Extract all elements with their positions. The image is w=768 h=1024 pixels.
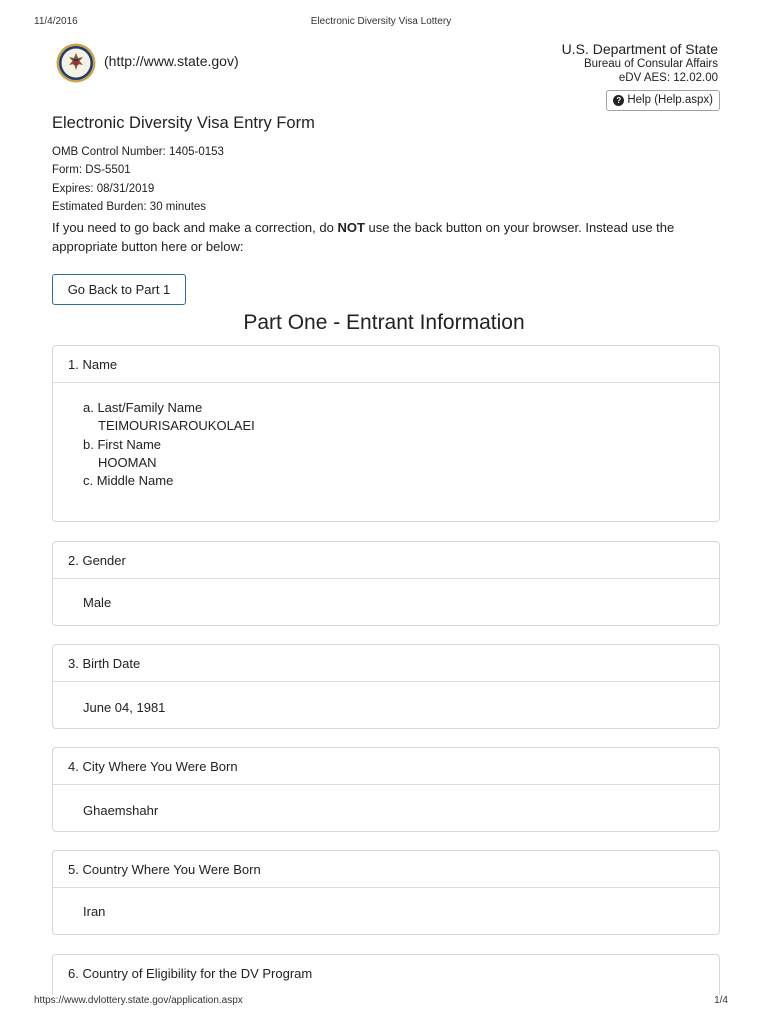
department-block <box>562 41 718 85</box>
expiration-date: Expires: 08/31/2019 <box>52 182 155 195</box>
omb-control-number: OMB Control Number: 1405-0153 <box>52 146 224 158</box>
birth-city-value: Ghaemshahr <box>83 803 159 818</box>
list-item <box>83 436 689 473</box>
gender-value: Male <box>83 595 112 610</box>
panel-heading: 3. Birth Date <box>53 645 719 682</box>
name-fields <box>83 383 689 490</box>
first-name-label: b. First Name <box>83 436 162 452</box>
birth-city-panel <box>52 747 720 832</box>
help-button-label: Help (Help.aspx) <box>627 94 713 106</box>
list-item <box>83 399 689 436</box>
instructions-text-start: If you need to go back and make a correction, do <box>52 220 338 235</box>
question-circle-icon: ? <box>613 95 624 106</box>
middle-name-label: c. Middle Name <box>83 473 174 489</box>
bureau-name: Bureau of Consular Affairs <box>583 58 718 70</box>
help-button[interactable] <box>606 90 720 111</box>
gender-panel <box>52 541 720 626</box>
last-name-value: TEIMOURISAROUKOLAEI <box>98 418 255 434</box>
print-header <box>34 16 728 30</box>
form-number: Form: DS-5501 <box>52 164 131 177</box>
birth-country-value: Iran <box>83 904 106 919</box>
print-footer <box>34 995 728 1009</box>
edv-version: eDV AES: 12.02.00 <box>618 72 718 84</box>
instructions-emphasis: NOT <box>337 220 365 235</box>
state-department-seal-icon <box>56 43 96 83</box>
estimated-burden: Estimated Burden: 30 minutes <box>52 200 207 213</box>
correction-instructions <box>52 219 724 256</box>
form-title: Electronic Diversity Visa Entry Form <box>52 114 315 132</box>
instructions-text-end: use the back button on your browser. Instead use the appropriate button here or below: <box>52 220 675 254</box>
go-back-to-part-1-button[interactable]: Go Back to Part 1 <box>52 274 186 305</box>
birth-country-panel <box>52 850 720 935</box>
eligibility-panel <box>52 954 720 995</box>
part-title: Part One - Entrant Information <box>243 311 525 334</box>
panel-heading: 2. Gender <box>53 542 719 579</box>
name-panel <box>52 345 720 522</box>
panel-heading: 6. Country of Eligibility for the DV Program <box>68 966 313 981</box>
print-page-title: Electronic Diversity Visa Lottery <box>310 16 452 27</box>
first-name-value: HOOMAN <box>98 454 157 470</box>
list-item <box>83 472 689 490</box>
birth-date-value: June 04, 1981 <box>83 700 166 715</box>
print-url: https://www.dvlottery.state.gov/application.aspx <box>34 995 243 1006</box>
state-gov-link[interactable]: (http://www.state.gov) <box>104 53 239 69</box>
panel-heading: 4. City Where You Were Born <box>53 748 719 785</box>
panel-heading: 5. Country Where You Were Born <box>53 851 719 888</box>
print-page-number: 1/4 <box>714 995 728 1006</box>
panel-heading: 1. Name <box>53 346 719 383</box>
print-date: 11/4/2016 <box>34 16 78 27</box>
last-name-label: a. Last/Family Name <box>83 400 203 415</box>
form-metadata <box>52 143 224 216</box>
panel-body <box>53 383 719 490</box>
department-name: U.S. Department of State <box>561 41 718 57</box>
birth-date-panel <box>52 644 720 729</box>
